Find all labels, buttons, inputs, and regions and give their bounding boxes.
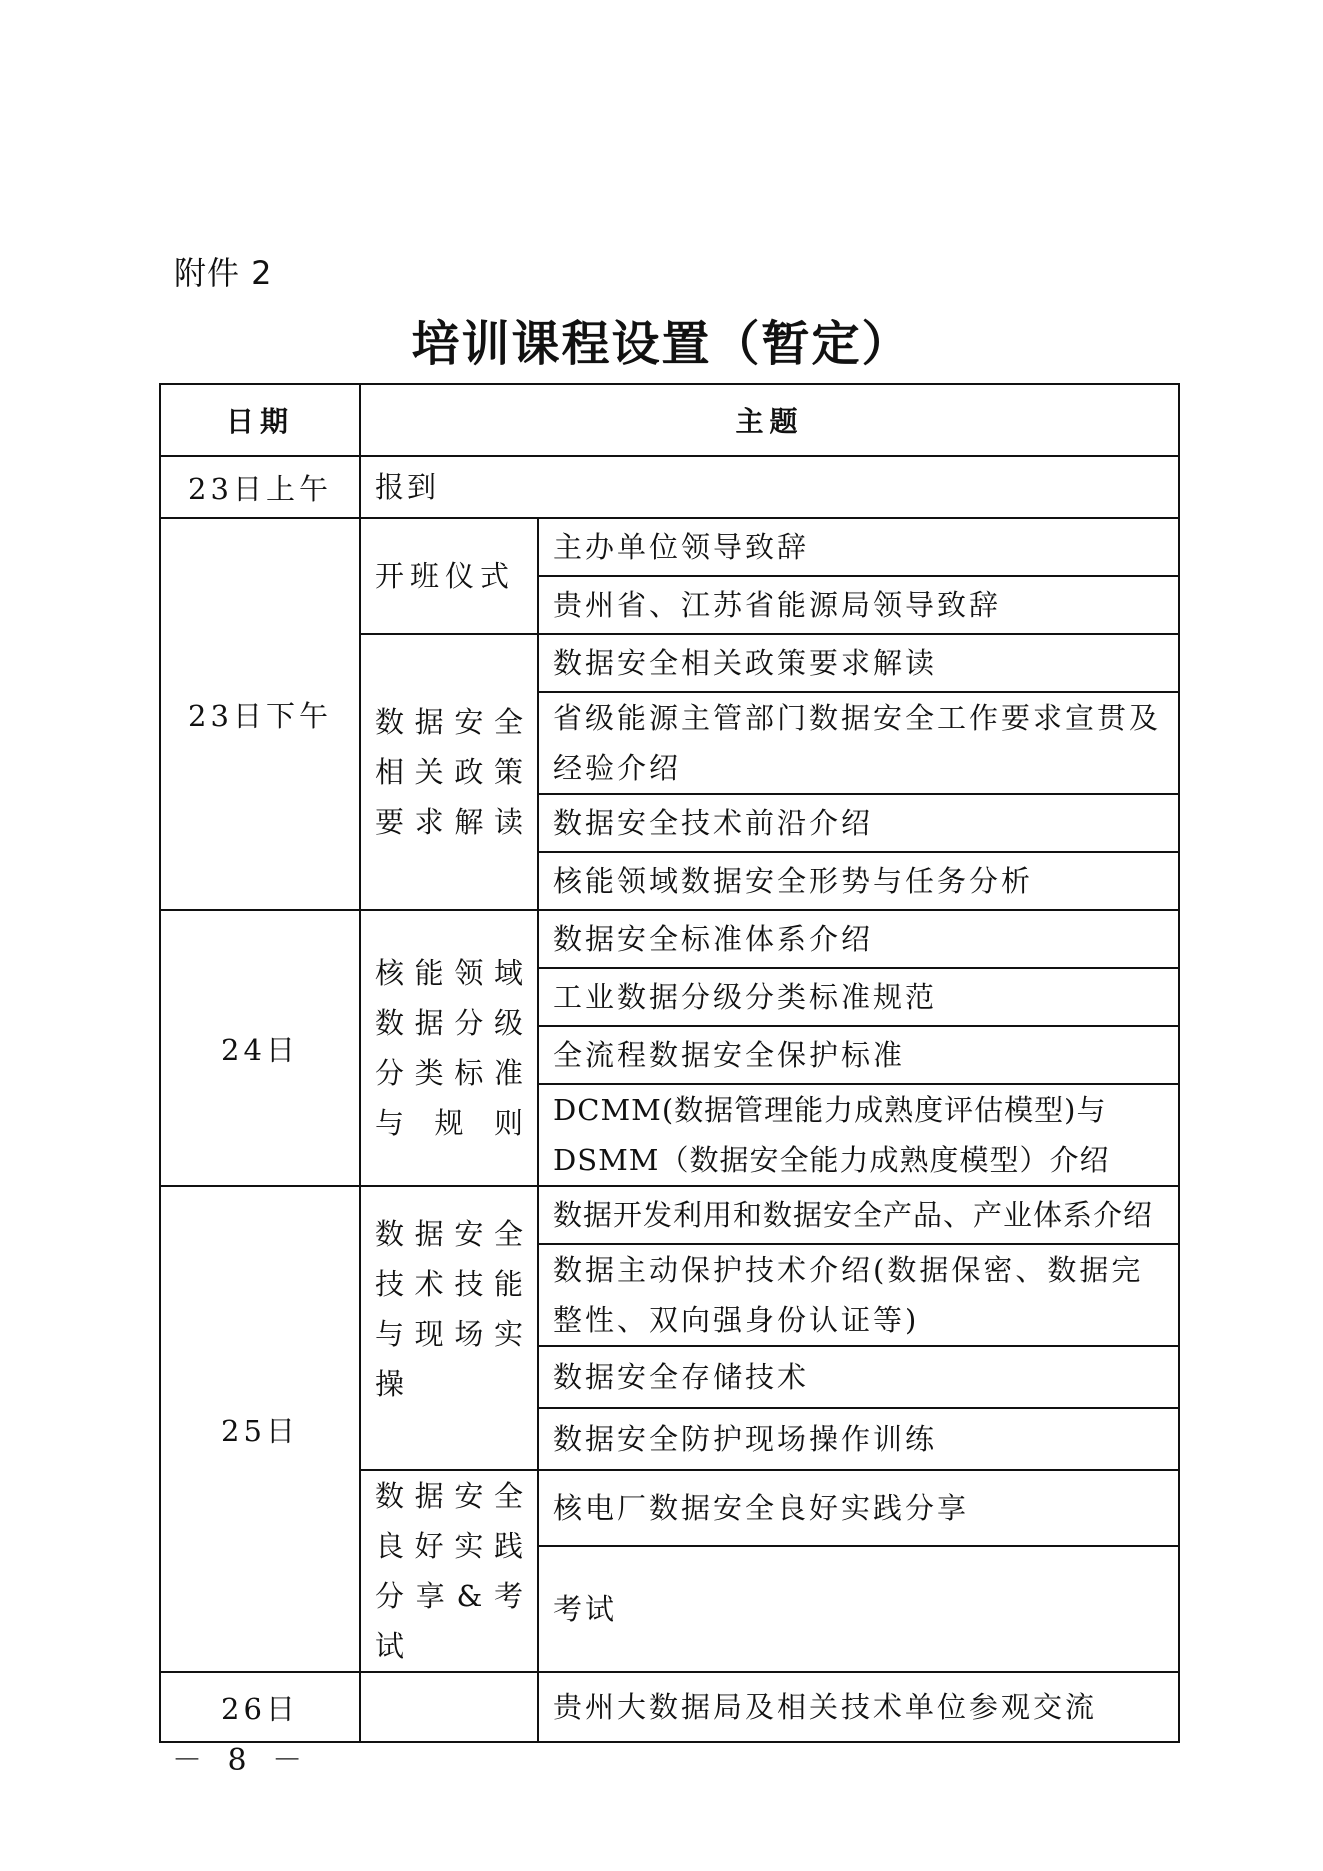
- date-cell: 23日下午: [160, 518, 360, 910]
- page-number: － 8 －: [172, 1743, 311, 1778]
- table-row: [160, 1186, 1179, 1244]
- topic-cell: 数据主动保护技术介绍(数据保密、数据完整性、双向强身份认证等): [538, 1244, 1179, 1346]
- date-cell: 23日上午: [160, 456, 360, 518]
- topic-cell: 工业数据分级分类标准规范: [538, 968, 1179, 1026]
- schedule-table: [159, 383, 1180, 1743]
- topic-cell: 核能领域数据安全形势与任务分析: [538, 852, 1179, 910]
- topic-cell: 数据安全存储技术: [538, 1346, 1179, 1408]
- header-topic: 主题: [360, 384, 1179, 456]
- subtopic-cell: 数据安全相关政策要求解读: [360, 634, 538, 910]
- subtopic-cell: 核能领域数据分级分类标准与规则: [360, 910, 538, 1186]
- table-row: [160, 456, 1179, 518]
- document-title: 培训课程设置（暂定）: [411, 316, 912, 372]
- topic-cell: DCMM(数据管理能力成熟度评估模型)与DSMM（数据安全能力成熟度模型）介绍: [538, 1084, 1179, 1186]
- topic-cell: 数据安全相关政策要求解读: [538, 634, 1179, 692]
- topic-cell: 省级能源主管部门数据安全工作要求宣贯及经验介绍: [538, 692, 1179, 794]
- table-header-row: [160, 384, 1179, 456]
- topic-cell: 考试: [538, 1546, 1179, 1672]
- topic-cell: 全流程数据安全保护标准: [538, 1026, 1179, 1084]
- subtopic-cell: 数据安全技术技能与现场实操: [360, 1186, 538, 1470]
- topic-cell: 核电厂数据安全良好实践分享: [538, 1470, 1179, 1546]
- subtopic-cell: 数据安全良好实践分享&考试: [360, 1470, 538, 1672]
- subtopic-cell: [360, 1672, 538, 1742]
- topic-cell: 贵州大数据局及相关技术单位参观交流: [538, 1672, 1179, 1742]
- topic-cell: 主办单位领导致辞: [538, 518, 1179, 576]
- date-cell: 25日: [160, 1186, 360, 1672]
- attachment-label: 附件 2: [174, 254, 273, 292]
- topic-cell: 数据安全技术前沿介绍: [538, 794, 1179, 852]
- topic-cell: 贵州省、江苏省能源局领导致辞: [538, 576, 1179, 634]
- header-date: 日期: [160, 384, 360, 456]
- subtopic-cell: 开班仪式: [360, 518, 538, 634]
- topic-cell: 数据安全标准体系介绍: [538, 910, 1179, 968]
- table-row: [160, 518, 1179, 576]
- topic-cell: 数据开发利用和数据安全产品、产业体系介绍: [538, 1186, 1179, 1244]
- topic-cell: 报到: [360, 456, 1179, 518]
- date-cell: 24日: [160, 910, 360, 1186]
- topic-cell: 数据安全防护现场操作训练: [538, 1408, 1179, 1470]
- table-row: [160, 1672, 1179, 1742]
- date-cell: 26日: [160, 1672, 360, 1742]
- table-row: [160, 910, 1179, 968]
